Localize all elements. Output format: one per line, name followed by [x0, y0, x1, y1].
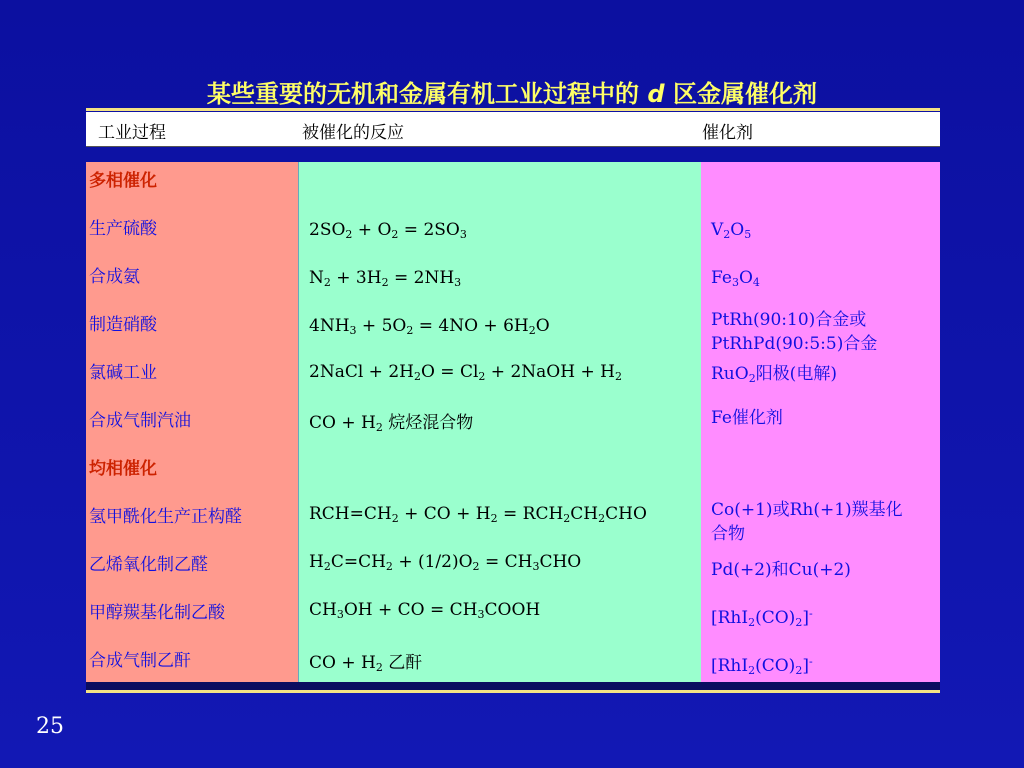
slide-title — [0, 78, 1024, 110]
reaction-equation: $H_2C=CH_2 + (1/2)O_2 = CH_3CHO$ — [309, 552, 582, 573]
catalyst-label: Co(+1)或Rh(+1)羰基化 合物 — [711, 500, 903, 544]
catalyst-label: $[RhI_2(CO)_2]^-$ — [711, 655, 813, 677]
catalyst-label: PtRh(90:10)合金或 PtRhPd(90:5:5)合金 — [711, 310, 878, 354]
catalyst-label: $Fe_3O_4$ — [711, 268, 760, 289]
process-label: 合成氨 — [89, 267, 140, 287]
reaction-equation: CO + $H_2$ 乙酐 — [309, 653, 423, 674]
reaction-equation: $2SO_2 + O_2 = 2SO_3$ — [309, 220, 467, 241]
reaction-equation: $CH_3OH$ + CO = $CH_3COOH$ — [309, 600, 541, 621]
reaction-equation: 2NaCl + $2H_2O = Cl_2$ + 2NaOH + $H_2$ — [309, 362, 622, 383]
process-label: 合成气制乙酐 — [89, 651, 191, 671]
process-label: 生产硫酸 — [89, 219, 157, 239]
reaction-equation: CO + $H_2$ 烷烃混合物 — [309, 413, 474, 434]
section-label: 均相催化 — [89, 459, 157, 479]
catalyst-label: Pd(+2)和Cu(+2) — [711, 560, 851, 580]
process-label: 合成气制汽油 — [89, 411, 191, 431]
header-process: 工业过程 — [98, 123, 166, 143]
catalyst-label: $[RhI_2(CO)_2]^-$ — [711, 607, 813, 629]
process-label: 乙烯氧化制乙醛 — [89, 555, 208, 575]
process-column — [86, 162, 298, 682]
page-number: 25 — [36, 714, 64, 739]
process-label: 氯碱工业 — [89, 363, 157, 383]
reaction-equation: $RCH=CH_2$ + CO + $H_2 = RCH_2CH_2CHO$ — [309, 504, 647, 525]
title-italic-d: d — [647, 80, 665, 108]
reaction-equation: $4NH_3 + 5O_2 = 4NO + 6H_2O$ — [309, 316, 550, 337]
table-bottom-rule — [86, 690, 940, 693]
table-bottom-band — [86, 682, 940, 690]
catalyst-column — [701, 162, 940, 682]
catalyst-label: $V_2O_5$ — [711, 220, 752, 241]
process-label: 甲醇羰基化制乙酸 — [89, 603, 225, 623]
header-reaction: 被催化的反应 — [302, 123, 404, 143]
table-top-rule — [86, 108, 940, 111]
catalyst-label: RuO$_2$阳极(电解) — [711, 364, 837, 385]
reaction-equation: $N_2 + 3H_2 = 2NH_3$ — [309, 268, 462, 289]
header-catalyst: 催化剂 — [702, 123, 753, 143]
reaction-column — [298, 162, 702, 682]
table-header-row — [86, 112, 940, 147]
title-prefix: 某些重要的无机和金属有机工业过程中的 — [207, 80, 648, 108]
process-label: 制造硝酸 — [89, 315, 157, 335]
title-suffix: 区金属催化剂 — [664, 80, 817, 108]
section-label: 多相催化 — [89, 171, 157, 191]
catalyst-label: Fe催化剂 — [711, 408, 783, 428]
process-label: 氢甲酰化生产正构醛 — [89, 507, 242, 527]
